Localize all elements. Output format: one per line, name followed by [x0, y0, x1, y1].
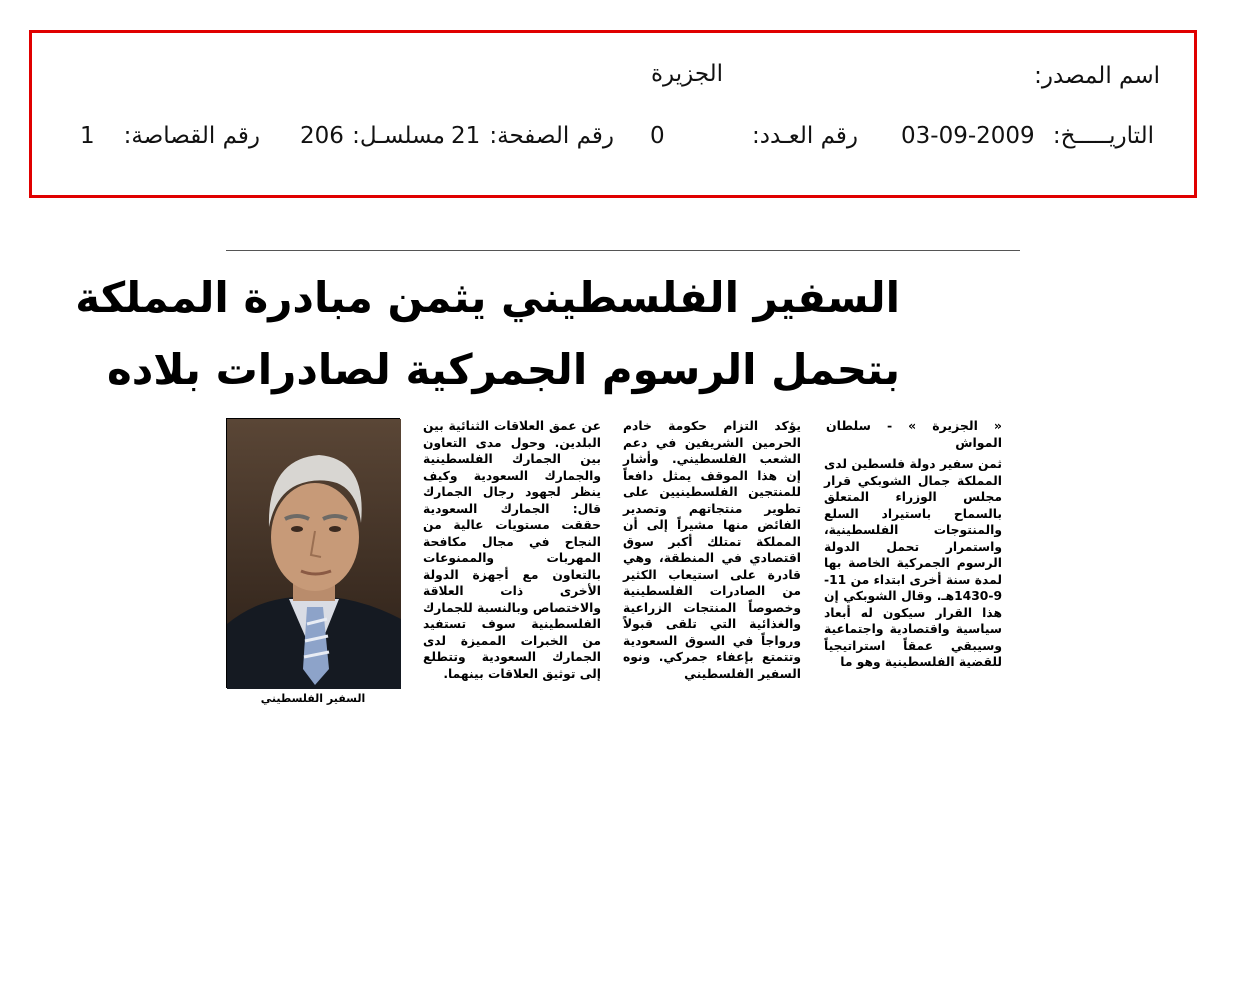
issue-value: 0 [650, 123, 665, 149]
page-label: رقم الصفحة: [489, 123, 614, 149]
issue-label: رقم العـدد: [751, 123, 858, 149]
article-column-2: يؤكد التزام حكومة خادم الحرمين الشريفين في دعم الشعب الفلسطيني. وأشار إن هذا الموقف يمثل دافعاً للمنتجين الفلسطينيين على تطوير منتجاتهم وتصدير الفائض منها مشيراً إلى أن المملكة تمتلك أكبر سوق اقتصادي في المنطقة، وهي قادرة على استيعاب الكثير من الصادرات الفلسطينية وخصوصاً المنتجات الزراعية والغذائية التي تلقى قبولاً ورواجاً في السوق السعودية وتتمتع بإعفاء جمركي. ونوه السفير الفلسطيني [623, 419, 801, 681]
clip-label: رقم القصاصة: [123, 123, 260, 149]
page-value: 21 [451, 123, 481, 149]
byline: « الجزيرة » - سلطان المواش [826, 418, 1002, 450]
article-column-3: عن عمق العلاقات الثنائية بين البلدين. وحول مدى التعاون بين الجمارك الفلسطينية والجمارك السعودية وكيف ينظر لجهود رجال الجمارك قال: الجمارك السعودية حققت مستويات عالية من النجاح في مجال مكافحة المهربات والممنوعات بالتعاون مع أجهزة الدولة الأخرى ذات العلاقة والاختصاص وبالنسبة للجمارك الفلسطينية سوف تستفيد من الخبرات المميزة لدى الجمارك السعودية وتتطلع إلى توثيق العلاقات بينهما. [423, 419, 601, 681]
ambassador-photo [226, 418, 400, 688]
source-label: اسم المصدر: [1034, 63, 1160, 89]
date-value: 03-09-2009 [901, 123, 1035, 149]
photo-caption: السفير الفلسطيني [260, 692, 366, 705]
top-rule [226, 250, 1020, 251]
serial-value: 206 [300, 123, 344, 149]
clip-value: 1 [80, 123, 95, 149]
headline-line-1: السفير الفلسطيني يثمن مبادرة المملكة [75, 273, 900, 322]
source-value: الجزيرة [651, 61, 724, 87]
headline-line-2: بتحمل الرسوم الجمركية لصادرات بلاده [106, 345, 900, 394]
clipping-metadata-box [29, 30, 1197, 198]
serial-label: مسلسـل: [352, 123, 445, 149]
date-label: التاريـــــخ: [1052, 123, 1154, 149]
article-column-1: ثمن سفير دولة فلسطين لدى المملكة جمال الشوبكي قرار مجلس الوزراء المتعلق بالسماح باستيراد السلع والمنتوجات الفلسطينية، واستمرار تحمل الدولة الرسوم الجمركية الخاصة بها لمدة سنة أخرى ابتداء من 11-9-1430هـ. وقال الشوبكي إن هذا القرار سيكون له أبعاد سياسية واقتصادية واجتماعية وسيبقي عمقاً استراتيجياً للقضية الفلسطينية وهو ما [824, 457, 1002, 669]
